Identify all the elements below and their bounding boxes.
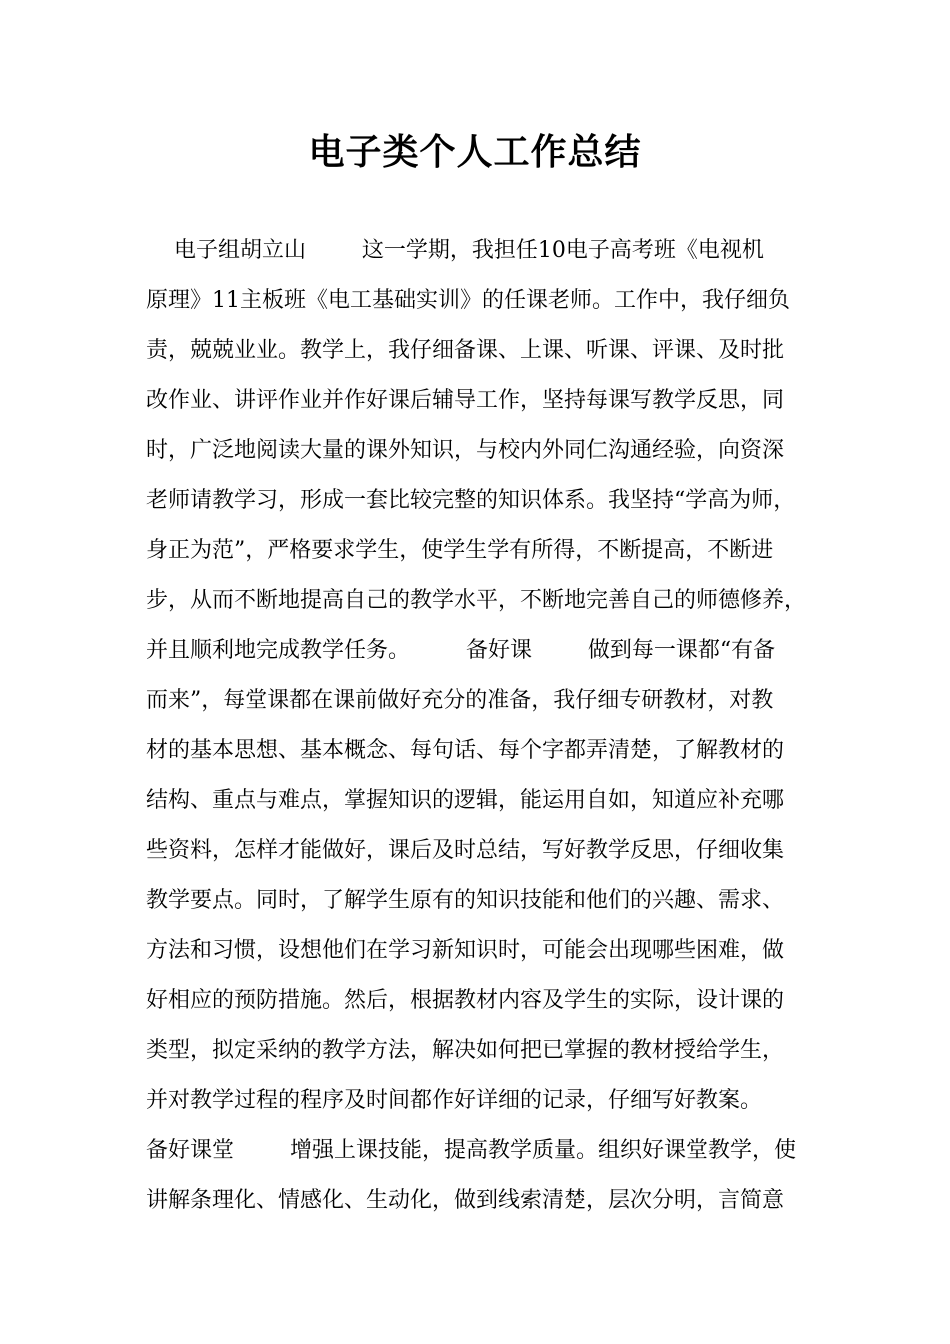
document-body [146, 228, 826, 1228]
body-line: 好相应的预防措施。然后，根据教材内容及学生的实际，设计课的 [146, 988, 785, 1013]
body-line: 责，兢兢业业。教学上，我仔细备课、上课、听课、评课、及时批 [146, 338, 785, 363]
document-title: 电子类个人工作总结 [308, 132, 642, 173]
body-line: 而来”，每堂课都在课前做好充分的准备，我仔细专研教材，对教 [146, 688, 774, 713]
body-line: 老师请教学习，形成一套比较完整的知识体系。我坚持“学高为师， [146, 488, 796, 513]
body-line: 材的基本思想、基本概念、每句话、每个字都弄清楚，了解教材的 [146, 738, 785, 763]
body-line: 教学要点。同时，了解学生原有的知识技能和他们的兴趣、需求、 [146, 888, 785, 913]
body-line: 结构、重点与难点，掌握知识的逻辑，能运用自如，知道应补充哪 [146, 788, 785, 813]
body-line: 原理》11主板班《电工基础实训》的任课老师。工作中，我仔细负 [146, 288, 790, 313]
body-line: 讲解条理化、情感化、生动化，做到线索清楚，层次分明，言简意 [146, 1188, 785, 1213]
body-line: 些资料，怎样才能做好，课后及时总结，写好教学反思，仔细收集 [146, 838, 785, 863]
body-line: 并对教学过程的程序及时间都作好详细的记录，仔细写好教案。 [146, 1088, 763, 1113]
body-line: 时，广泛地阅读大量的课外知识，与校内外同仁沟通经验，向资深 [146, 438, 785, 463]
body-line: 并且顺利地完成教学任务。 备好课 做到每一课都“有备 [146, 638, 776, 663]
body-line: 电子组胡立山 这一学期，我担任10电子高考班《电视机 [146, 238, 764, 263]
body-line: 方法和习惯，设想他们在学习新知识时，可能会出现哪些困难，做 [146, 938, 785, 963]
body-line: 改作业、讲评作业并作好课后辅导工作，坚持每课写教学反思，同 [146, 388, 785, 413]
body-line: 身正为范”，严格要求学生，使学生学有所得，不断提高，不断进 [146, 538, 774, 563]
body-line: 备好课堂 增强上课技能，提高教学质量。组织好课堂教学，使 [146, 1138, 796, 1163]
body-line: 步，从而不断地提高自己的教学水平，不断地完善自己的师德修养， [146, 588, 807, 613]
body-line: 类型，拟定采纳的教学方法，解决如何把已掌握的教材授给学生， [146, 1038, 785, 1063]
